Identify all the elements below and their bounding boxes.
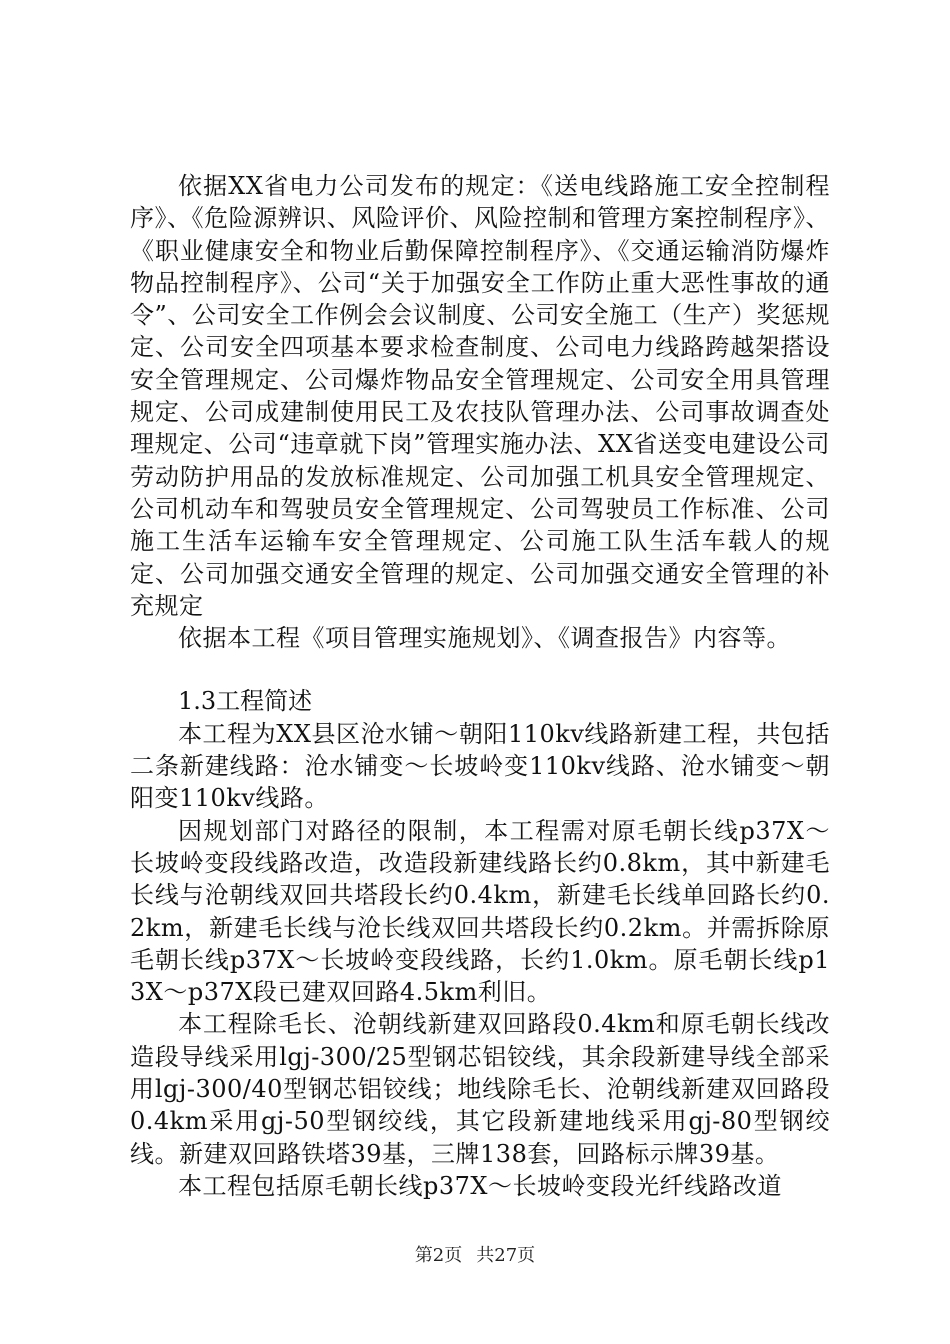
paragraph-spacer — [130, 654, 830, 685]
paragraph-conductor-specs: 本工程除毛长、沧朝线新建双回路段0.4km和原毛朝长线改造段导线采用lgj-300/25型钢芯铝铰线，其余段新建导线全部采用lgj-300/40型钢芯铝铰线；地线除毛长、沧朝线新建双回路段0.4km采用gj-50型钢绞线，其它段新建地线采用gj-80型钢绞线。新建双回路铁塔39基，三牌138套，回路标示牌39基。 — [130, 1010, 830, 1168]
paragraph-project-overview: 本工程为XX县区沧水铺～朝阳110kv线路新建工程，共包括二条新建线路：沧水铺变～长坡岭变110kv线路、沧水铺变～朝阳变110kv线路。 — [130, 719, 830, 813]
document-body — [130, 170, 830, 1202]
paragraph-regulations: 依据XX省电力公司发布的规定：《送电线路施工安全控制程序》、《危险源辨识、风险评价、风险控制和管理方案控制程序》、《职业健康安全和物业后勤保障控制程序》、《交通运输消防爆炸物品控制程序》、公司“关于加强安全工作防止重大恶性事故的通令”、公司安全工作例会会议制度、公司安全施工（生产）奖惩规定、公司安全四项基本要求检查制度、公司电力线路跨越架搭设安全管理规定、公司爆炸物品安全管理规定、公司安全用具管理规定、公司成建制使用民工及农技队管理办法、公司事故调查处理规定、公司“违章就下岗”管理实施办法、XX省送变电建设公司劳动防护用品的发放标准规定、公司加强工机具安全管理规定、公司机动车和驾驶员安全管理规定、公司驾驶员工作标准、公司施工生活车运输车安全管理规定、公司施工队生活车载人的规定、公司加强交通安全管理的规定、公司加强交通安全管理的补充规定 — [130, 172, 830, 620]
section-heading: 1.3工程简述 — [178, 687, 313, 716]
paragraph-basis: 依据本工程《项目管理实施规划》、《调查报告》内容等。 — [178, 624, 791, 653]
page-number: 第2页 — [414, 1245, 463, 1266]
page-footer — [0, 1241, 950, 1267]
paragraph-fiber-reroute: 本工程包括原毛朝长线p37X～长坡岭变段光纤线路改道 — [178, 1171, 782, 1200]
page-total: 共27页 — [476, 1245, 536, 1266]
paragraph-route-changes: 因规划部门对路径的限制，本工程需对原毛朝长线p37X～长坡岭变段线路改造，改造段新建线路长约0.8km，其中新建毛长线与沧朝线双回共塔段长约0.4km，新建毛长线单回路长约0.2km，新建毛长线与沧长线双回共塔段长约0.2km。并需拆除原毛朝长线p37X～长坡岭变段线路，长约1.0km。原毛朝长线p13X～p37X段已建双回路4.5km利旧。 — [130, 816, 830, 1007]
